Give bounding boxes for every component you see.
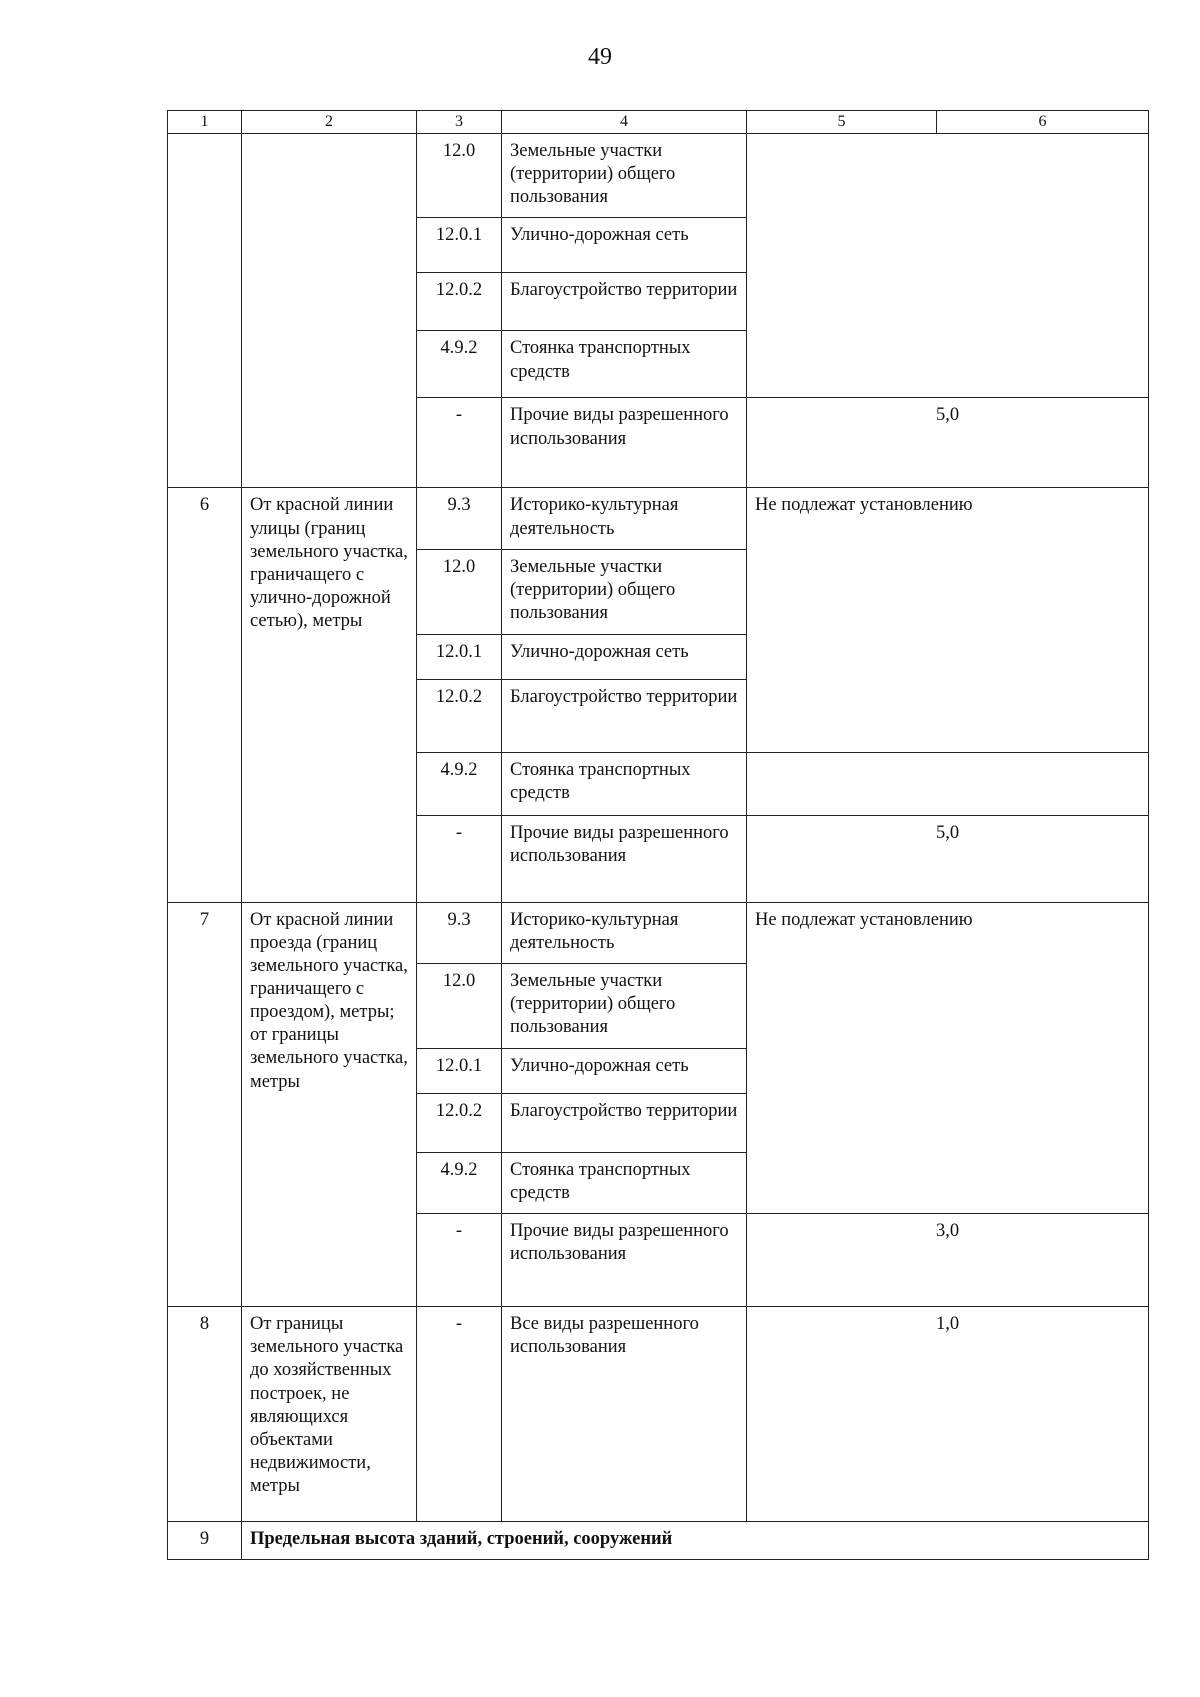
use-name: Земельные участки (территории) общего пользования xyxy=(502,134,747,218)
use-name: Улично-дорожная сеть xyxy=(502,218,747,273)
column-number-row xyxy=(168,111,1149,134)
regulations-table xyxy=(167,110,1149,1560)
use-code: - xyxy=(417,1307,502,1522)
table-row xyxy=(168,902,1149,963)
use-code: 12.0 xyxy=(417,963,502,1048)
use-code: 12.0 xyxy=(417,134,502,218)
value-cell: Не подлежат установлению xyxy=(747,902,1149,1214)
use-name: Стоянка транспортных средств xyxy=(502,1152,747,1213)
use-name: Стоянка транспортных средств xyxy=(502,752,747,815)
table-row xyxy=(168,1307,1149,1522)
value-cell: Не подлежат установлению xyxy=(747,488,1149,752)
value-cell: 5,0 xyxy=(747,398,1149,488)
use-name: Стоянка транспортных средств xyxy=(502,331,747,398)
use-name: Все виды разрешенного использования xyxy=(502,1307,747,1522)
column-number: 3 xyxy=(417,111,502,134)
table-row xyxy=(168,488,1149,549)
use-code: 9.3 xyxy=(417,488,502,549)
table-row xyxy=(168,134,1149,218)
column-number: 6 xyxy=(937,111,1149,134)
use-name: Историко-культурная деятельность xyxy=(502,488,747,549)
column-number: 2 xyxy=(242,111,417,134)
table-row xyxy=(168,1522,1149,1560)
value-cell xyxy=(747,134,1149,398)
column-number: 1 xyxy=(168,111,242,134)
use-code: 12.0 xyxy=(417,549,502,634)
use-code: 12.0.1 xyxy=(417,1048,502,1093)
parameter-cell: От красной линии проезда (границ земельного участка, граничащего с проездом), метры; от границы земельного участка, метры xyxy=(242,902,417,1307)
use-name: Благоустройство территории xyxy=(502,273,747,331)
use-code: 12.0.2 xyxy=(417,1093,502,1152)
use-code: 4.9.2 xyxy=(417,752,502,815)
use-name: Прочие виды разрешенного использования xyxy=(502,815,747,902)
parameter-cell: От границы земельного участка до хозяйственных построек, не являющихся объектами недвижимости, метры xyxy=(242,1307,417,1522)
use-code: 12.0.2 xyxy=(417,273,502,331)
use-name: Прочие виды разрешенного использования xyxy=(502,398,747,488)
value-cell: 1,0 xyxy=(747,1307,1149,1522)
use-name: Благоустройство территории xyxy=(502,679,747,752)
column-number: 4 xyxy=(502,111,747,134)
value-cell: 3,0 xyxy=(747,1214,1149,1307)
row-number-cell xyxy=(168,134,242,488)
use-code: 4.9.2 xyxy=(417,1152,502,1213)
row-number-cell: 6 xyxy=(168,488,242,902)
row-number-cell: 7 xyxy=(168,902,242,1307)
parameter-cell: От красной линии улицы (границ земельного участка, граничащего с улично-дорожной сетью), метры xyxy=(242,488,417,902)
use-name: Улично-дорожная сеть xyxy=(502,634,747,679)
use-code: - xyxy=(417,815,502,902)
value-cell: 5,0 xyxy=(747,815,1149,902)
row-number-cell: 8 xyxy=(168,1307,242,1522)
use-code: - xyxy=(417,1214,502,1307)
use-code: 12.0.1 xyxy=(417,634,502,679)
use-code: 4.9.2 xyxy=(417,331,502,398)
parameter-cell xyxy=(242,134,417,488)
use-name: Земельные участки (территории) общего пользования xyxy=(502,963,747,1048)
use-name: Благоустройство территории xyxy=(502,1093,747,1152)
use-name: Историко-культурная деятельность xyxy=(502,902,747,963)
use-code: 12.0.1 xyxy=(417,218,502,273)
use-code: - xyxy=(417,398,502,488)
use-code: 9.3 xyxy=(417,902,502,963)
section-title: Предельная высота зданий, строений, сооружений xyxy=(242,1522,1149,1560)
column-number: 5 xyxy=(747,111,937,134)
row-number-cell: 9 xyxy=(168,1522,242,1560)
value-cell xyxy=(747,752,1149,815)
page-number: 49 xyxy=(588,44,612,70)
use-name: Прочие виды разрешенного использования xyxy=(502,1214,747,1307)
use-name: Улично-дорожная сеть xyxy=(502,1048,747,1093)
use-name: Земельные участки (территории) общего пользования xyxy=(502,549,747,634)
use-code: 12.0.2 xyxy=(417,679,502,752)
